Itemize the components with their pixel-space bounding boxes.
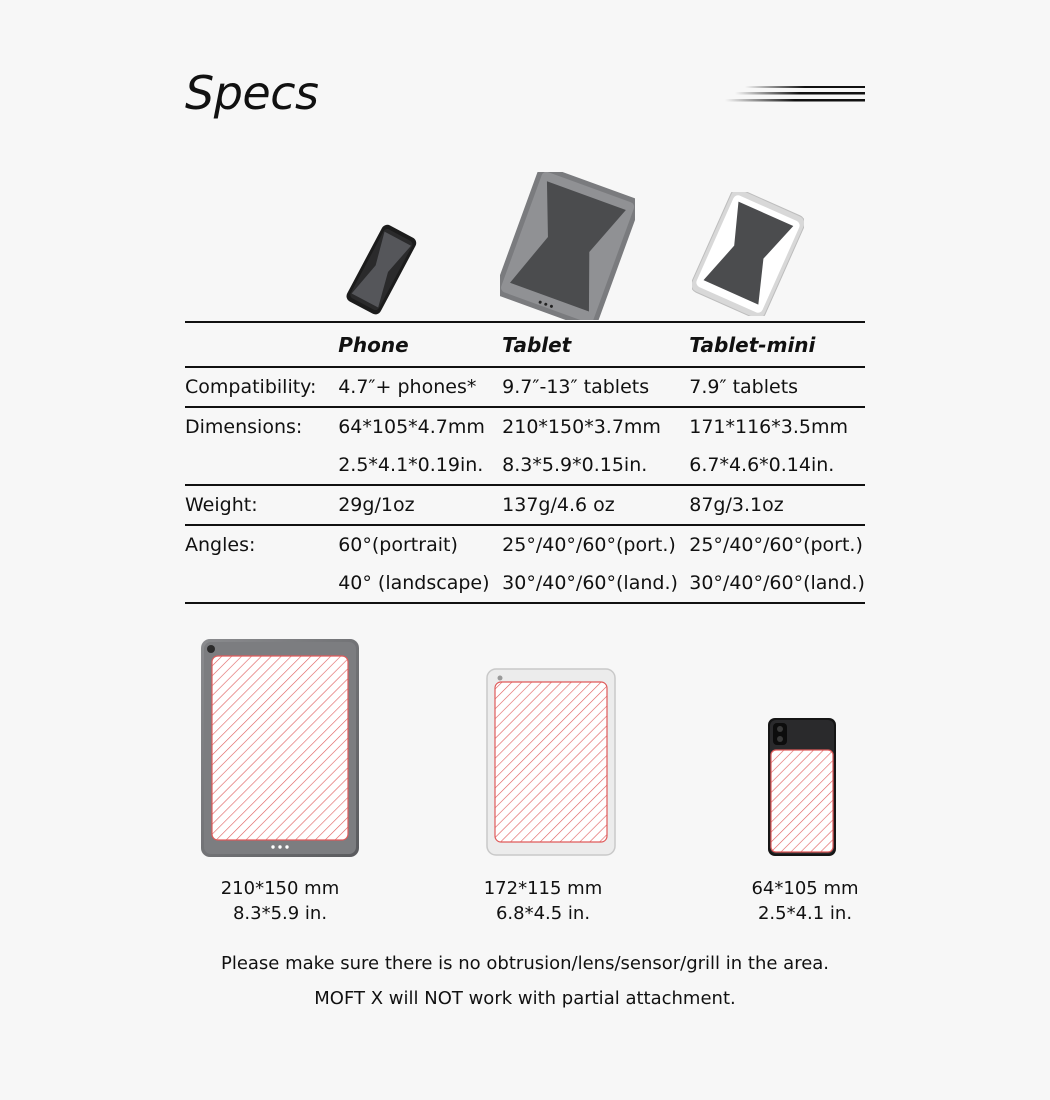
- row-label: Angles:: [185, 534, 256, 556]
- tablet-mini-stand-image: [692, 192, 804, 316]
- table-cell: 8.3*5.9*0.15in.: [502, 446, 689, 485]
- table-cell: 25°/40°/60°(port.): [689, 534, 863, 556]
- table-cell: 2.5*4.1*0.19in.: [338, 446, 502, 485]
- row-label: Compatibility:: [185, 367, 338, 407]
- speed-lines-decoration: [725, 84, 865, 108]
- page-title: Specs: [185, 66, 319, 120]
- dimension-mm: 210*150 mm: [220, 878, 340, 899]
- tablet-mini-dimensions: [433, 876, 653, 926]
- table-cell: 87g/3.1oz: [689, 485, 865, 525]
- table-cell: 171*116*3.5mm: [689, 416, 848, 438]
- table-cell: 9.7″-13″ tablets: [502, 367, 689, 407]
- table-row: [185, 564, 865, 603]
- partial-attachment-warning: MOFT X will NOT work with partial attachment.: [314, 988, 736, 1009]
- table-cell: 137g/4.6 oz: [502, 485, 689, 525]
- attachment-notice: Please make sure there is no obtrusion/lens/sensor/grill in the area.: [220, 953, 830, 974]
- table-cell: 30°/40°/60°(land.): [689, 564, 865, 603]
- table-header-row: [185, 322, 865, 367]
- table-cell: 60°(portrait): [338, 534, 458, 556]
- table-cell: 40° (landscape): [338, 564, 502, 603]
- table-header-phone: Phone: [338, 322, 502, 367]
- row-label: [185, 446, 338, 485]
- row-label: Dimensions:: [185, 416, 303, 438]
- dimension-in: 6.8*4.5 in.: [495, 903, 591, 924]
- row-label: [185, 564, 338, 603]
- table-row: [185, 525, 865, 564]
- table-cell: 4.7″+ phones*: [338, 367, 502, 407]
- table-row: [185, 446, 865, 485]
- tablet-mini-attachment-area-image: [486, 668, 616, 856]
- tablet-dimensions: [170, 876, 390, 926]
- dimension-in: 8.3*5.9 in.: [232, 903, 328, 924]
- phone-attachment-area-image: [767, 717, 837, 857]
- tablet-attachment-area-image: [200, 638, 360, 858]
- table-cell: 210*150*3.7mm: [502, 416, 661, 438]
- table-cell: 25°/40°/60°(port.): [502, 534, 676, 556]
- table-header-tablet: Tablet: [502, 322, 689, 367]
- table-cell: 29g/1oz: [338, 485, 502, 525]
- table-header-blank: [185, 322, 338, 367]
- table-header-tablet-mini: Tablet-mini: [689, 322, 865, 367]
- row-label: Weight:: [185, 485, 338, 525]
- table-cell: 6.7*4.6*0.14in.: [689, 446, 865, 485]
- phone-stand-image: [340, 222, 420, 318]
- tablet-stand-image: [500, 172, 635, 320]
- dimension-in: 2.5*4.1 in.: [757, 903, 853, 924]
- table-row: [185, 367, 865, 407]
- table-cell: 64*105*4.7mm: [338, 416, 485, 438]
- dimension-mm: 172*115 mm: [483, 878, 603, 899]
- dimension-mm: 64*105 mm: [751, 878, 859, 899]
- table-cell: 7.9″ tablets: [689, 367, 865, 407]
- specs-table: [185, 321, 865, 604]
- table-row: [185, 485, 865, 525]
- table-row: [185, 407, 865, 446]
- table-cell: 30°/40°/60°(land.): [502, 564, 689, 603]
- phone-dimensions: [695, 876, 915, 926]
